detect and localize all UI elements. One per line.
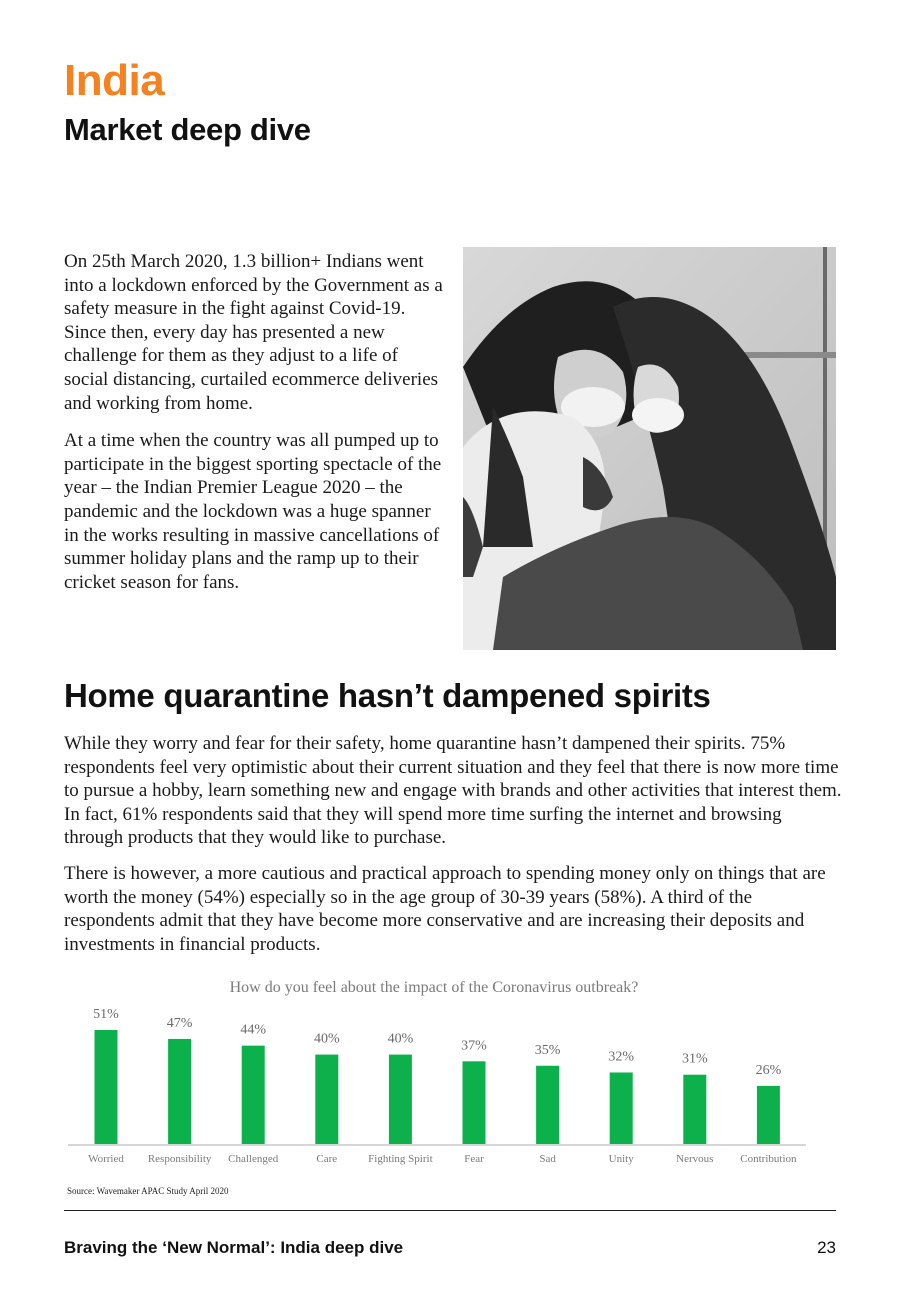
category-label: Responsibility xyxy=(147,1153,212,1165)
section-body xyxy=(64,732,844,968)
source-note: Source: Wavemaker APAC Study April 2020 xyxy=(67,1186,229,1196)
body-paragraph: While they worry and fear for their safety, home quarantine hasn’t dampened their spirits. 75% respondents feel very optimistic about their current situation and they feel that there is now more time to pursue a hobby, learn something new and engage with brands and other activities that interest them. In fact, 61% respondents said that they will spend more time surfing the internet and browsing through products that they would like to purchase. xyxy=(64,733,842,849)
intro-paragraph: On 25th March 2020, 1.3 billion+ Indians went into a lockdown enforced by the Government as a safety measure in the fight against Covid-19. Since then, every day has presented a new challenge for them as they adjust to a life of social distancing, curtailed ecommerce deliveries and working from home. xyxy=(64,251,443,414)
category-label: Sad xyxy=(539,1153,556,1165)
category-label: Worried xyxy=(88,1153,124,1165)
chart-title: How do you feel about the impact of the Coronavirus outbreak? xyxy=(229,979,639,996)
bar-worried xyxy=(95,1030,118,1144)
category-label: Fear xyxy=(464,1153,484,1165)
bar-value-label: 35% xyxy=(534,1042,561,1058)
bar-value-label: 26% xyxy=(755,1062,782,1078)
bar-value-label: 44% xyxy=(240,1022,267,1038)
footer-title: Braving the ‘New Normal’: India deep dive xyxy=(64,1238,404,1257)
photo-two-women-masks xyxy=(463,247,836,650)
intro-text xyxy=(64,250,444,608)
bar-value-label: 47% xyxy=(166,1015,193,1031)
category-label: Unity xyxy=(608,1153,634,1165)
bar-value-label: 31% xyxy=(681,1051,708,1067)
category-label: Nervous xyxy=(676,1153,714,1165)
bar-value-label: 32% xyxy=(608,1049,635,1065)
category-label: Fighting Spirit xyxy=(368,1153,433,1165)
photo-illustration xyxy=(463,247,836,650)
bar-fighting-spirit xyxy=(389,1055,412,1144)
bar-fear xyxy=(463,1061,486,1144)
footer-divider xyxy=(64,1210,836,1211)
bar-chart-svg xyxy=(64,975,836,1175)
bar-challenged xyxy=(242,1046,265,1144)
page-number: 23 xyxy=(817,1238,836,1257)
bar-value-label: 37% xyxy=(461,1038,487,1054)
section-heading: Home quarantine hasn’t dampened spirits xyxy=(64,677,711,714)
bar-contribution xyxy=(757,1086,780,1144)
page-title: India xyxy=(64,56,165,105)
category-label: Contribution xyxy=(740,1153,797,1165)
bar-value-label: 40% xyxy=(387,1031,414,1047)
bar-responsibility xyxy=(168,1039,191,1144)
bar-chart xyxy=(64,975,836,1175)
bar-value-label: 51% xyxy=(93,1007,119,1022)
intro-paragraph: At a time when the country was all pumped up to participate in the biggest sporting spectacle of the year – the Indian Premier League 2020 – the pandemic and the lockdown was a huge spanner in the works resulting in massive cancellations of summer holiday plans and the ramp up to their cricket season for fans. xyxy=(64,430,442,593)
chart-bars xyxy=(88,1007,797,1165)
body-paragraph: There is however, a more cautious and practical approach to spending money only on things that are worth the money (54%) especially so in the age group of 30-39 years (58%). A third of the respondents admit that they have become more conservative and are increasing their deposits and investments in financial products. xyxy=(64,862,826,955)
category-label: Challenged xyxy=(228,1153,279,1165)
bar-value-label: 40% xyxy=(313,1031,340,1047)
bar-sad xyxy=(536,1066,559,1144)
category-label: Care xyxy=(316,1153,338,1165)
bar-care xyxy=(315,1055,338,1144)
bar-unity xyxy=(610,1072,633,1144)
page-subtitle: Market deep dive xyxy=(64,112,311,147)
bar-nervous xyxy=(683,1075,706,1144)
